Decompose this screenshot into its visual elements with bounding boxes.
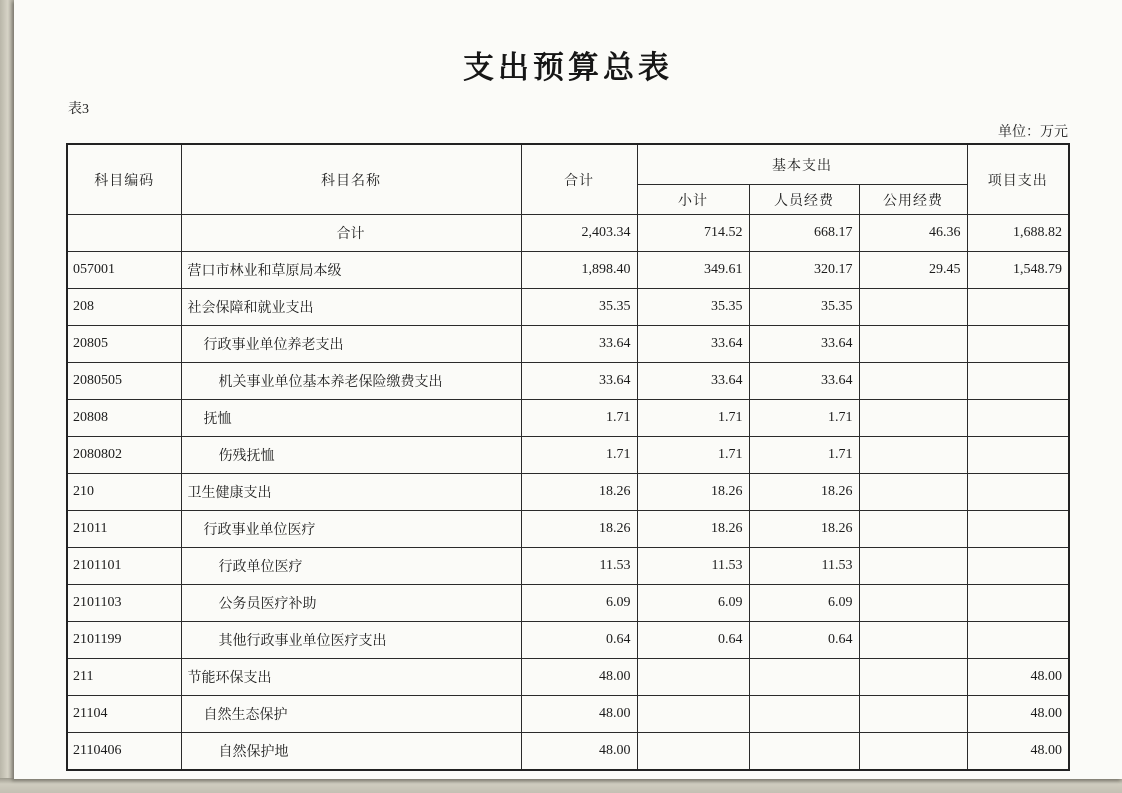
header-subject-name: 科目名称	[181, 144, 521, 215]
cell-personnel-funds: 668.17	[749, 215, 859, 252]
cell-total: 35.35	[521, 289, 637, 326]
cell-basic-subtotal	[637, 659, 749, 696]
cell-subject-code: 2101103	[67, 585, 181, 622]
cell-subject-code	[67, 215, 181, 252]
table-row	[67, 252, 1069, 289]
cell-project-expenditure	[967, 511, 1069, 548]
cell-subject-name: 行政事业单位医疗	[181, 511, 521, 548]
cell-public-funds	[859, 474, 967, 511]
cell-project-expenditure	[967, 400, 1069, 437]
cell-project-expenditure	[967, 437, 1069, 474]
cell-project-expenditure: 48.00	[967, 659, 1069, 696]
cell-total: 1.71	[521, 437, 637, 474]
cell-project-expenditure	[967, 474, 1069, 511]
cell-project-expenditure	[967, 622, 1069, 659]
cell-personnel-funds: 1.71	[749, 400, 859, 437]
cell-project-expenditure: 48.00	[967, 696, 1069, 733]
cell-personnel-funds	[749, 733, 859, 771]
cell-public-funds	[859, 289, 967, 326]
cell-public-funds: 29.45	[859, 252, 967, 289]
cell-basic-subtotal: 1.71	[637, 400, 749, 437]
cell-subject-code: 20808	[67, 400, 181, 437]
table-row	[67, 659, 1069, 696]
cell-subject-name: 自然生态保护	[181, 696, 521, 733]
header-project-expenditure: 项目支出	[967, 144, 1069, 215]
cell-public-funds	[859, 733, 967, 771]
header-personnel-funds: 人员经费	[749, 185, 859, 215]
cell-project-expenditure	[967, 326, 1069, 363]
cell-subject-name: 自然保护地	[181, 733, 521, 771]
cell-public-funds	[859, 548, 967, 585]
cell-basic-subtotal: 33.64	[637, 363, 749, 400]
cell-total: 48.00	[521, 659, 637, 696]
cell-public-funds	[859, 585, 967, 622]
cell-basic-subtotal: 714.52	[637, 215, 749, 252]
table-row	[67, 437, 1069, 474]
header-total: 合计	[521, 144, 637, 215]
cell-subject-code: 208	[67, 289, 181, 326]
cell-total: 33.64	[521, 326, 637, 363]
cell-basic-subtotal: 0.64	[637, 622, 749, 659]
cell-personnel-funds	[749, 696, 859, 733]
cell-project-expenditure	[967, 289, 1069, 326]
cell-personnel-funds: 18.26	[749, 511, 859, 548]
budget-table	[66, 143, 1070, 771]
table-row	[67, 733, 1069, 771]
header-basic-subtotal: 小计	[637, 185, 749, 215]
table-body	[67, 215, 1069, 771]
table-row	[67, 622, 1069, 659]
cell-public-funds	[859, 511, 967, 548]
cell-basic-subtotal: 11.53	[637, 548, 749, 585]
cell-subject-name: 节能环保支出	[181, 659, 521, 696]
cell-personnel-funds: 18.26	[749, 474, 859, 511]
cell-public-funds	[859, 363, 967, 400]
table-header	[67, 144, 1069, 215]
cell-subject-code: 20805	[67, 326, 181, 363]
cell-subject-code: 057001	[67, 252, 181, 289]
cell-personnel-funds: 35.35	[749, 289, 859, 326]
cell-personnel-funds: 6.09	[749, 585, 859, 622]
table-row	[67, 363, 1069, 400]
cell-personnel-funds: 33.64	[749, 326, 859, 363]
cell-personnel-funds: 11.53	[749, 548, 859, 585]
cell-subject-code: 21011	[67, 511, 181, 548]
cell-public-funds	[859, 400, 967, 437]
cell-public-funds: 46.36	[859, 215, 967, 252]
cell-subject-code: 211	[67, 659, 181, 696]
table-row	[67, 585, 1069, 622]
cell-personnel-funds	[749, 659, 859, 696]
cell-basic-subtotal: 18.26	[637, 511, 749, 548]
document-page	[14, 0, 1122, 779]
cell-project-expenditure	[967, 363, 1069, 400]
cell-basic-subtotal: 33.64	[637, 326, 749, 363]
cell-subject-code: 2080505	[67, 363, 181, 400]
cell-subject-name: 社会保障和就业支出	[181, 289, 521, 326]
unit-label: 单位：万元	[998, 125, 1068, 140]
scan-edge-left	[0, 0, 14, 793]
header-subject-code: 科目编码	[67, 144, 181, 215]
cell-subject-name: 抚恤	[181, 400, 521, 437]
cell-subject-name: 行政单位医疗	[181, 548, 521, 585]
cell-total: 2,403.34	[521, 215, 637, 252]
cell-subject-code: 210	[67, 474, 181, 511]
cell-subject-code: 2101199	[67, 622, 181, 659]
page-title: 支出预算总表	[463, 50, 673, 85]
cell-project-expenditure: 48.00	[967, 733, 1069, 771]
cell-basic-subtotal: 35.35	[637, 289, 749, 326]
cell-total: 33.64	[521, 363, 637, 400]
cell-public-funds	[859, 437, 967, 474]
cell-subject-code: 2080802	[67, 437, 181, 474]
cell-project-expenditure	[967, 585, 1069, 622]
table-row	[67, 326, 1069, 363]
cell-personnel-funds: 0.64	[749, 622, 859, 659]
cell-basic-subtotal: 18.26	[637, 474, 749, 511]
cell-subject-name: 合计	[181, 215, 521, 252]
cell-subject-code: 2110406	[67, 733, 181, 771]
cell-basic-subtotal: 349.61	[637, 252, 749, 289]
header-public-funds: 公用经费	[859, 185, 967, 215]
table-row	[67, 215, 1069, 252]
table-row	[67, 511, 1069, 548]
cell-public-funds	[859, 326, 967, 363]
cell-total: 11.53	[521, 548, 637, 585]
cell-project-expenditure: 1,688.82	[967, 215, 1069, 252]
cell-personnel-funds: 320.17	[749, 252, 859, 289]
table-row	[67, 696, 1069, 733]
cell-total: 18.26	[521, 474, 637, 511]
cell-basic-subtotal: 1.71	[637, 437, 749, 474]
cell-subject-name: 伤残抚恤	[181, 437, 521, 474]
cell-subject-name: 行政事业单位养老支出	[181, 326, 521, 363]
cell-total: 48.00	[521, 696, 637, 733]
cell-total: 0.64	[521, 622, 637, 659]
cell-subject-code: 21104	[67, 696, 181, 733]
cell-total: 48.00	[521, 733, 637, 771]
cell-subject-code: 2101101	[67, 548, 181, 585]
table-row	[67, 474, 1069, 511]
cell-project-expenditure	[967, 548, 1069, 585]
cell-subject-name: 公务员医疗补助	[181, 585, 521, 622]
cell-total: 1,898.40	[521, 252, 637, 289]
table-row	[67, 400, 1069, 437]
cell-basic-subtotal: 6.09	[637, 585, 749, 622]
cell-basic-subtotal	[637, 696, 749, 733]
cell-subject-name: 机关事业单位基本养老保险缴费支出	[181, 363, 521, 400]
cell-public-funds	[859, 659, 967, 696]
cell-basic-subtotal	[637, 733, 749, 771]
cell-personnel-funds: 1.71	[749, 437, 859, 474]
cell-total: 6.09	[521, 585, 637, 622]
header-basic-expenditure-group: 基本支出	[637, 144, 967, 185]
cell-project-expenditure: 1,548.79	[967, 252, 1069, 289]
scan-edge-bottom	[0, 778, 1122, 793]
cell-total: 1.71	[521, 400, 637, 437]
cell-subject-name: 卫生健康支出	[181, 474, 521, 511]
cell-personnel-funds: 33.64	[749, 363, 859, 400]
cell-subject-name: 其他行政事业单位医疗支出	[181, 622, 521, 659]
table-number-label: 表3	[68, 102, 89, 117]
cell-public-funds	[859, 696, 967, 733]
cell-subject-name: 营口市林业和草原局本级	[181, 252, 521, 289]
cell-public-funds	[859, 622, 967, 659]
table-row	[67, 289, 1069, 326]
table-row	[67, 548, 1069, 585]
cell-total: 18.26	[521, 511, 637, 548]
